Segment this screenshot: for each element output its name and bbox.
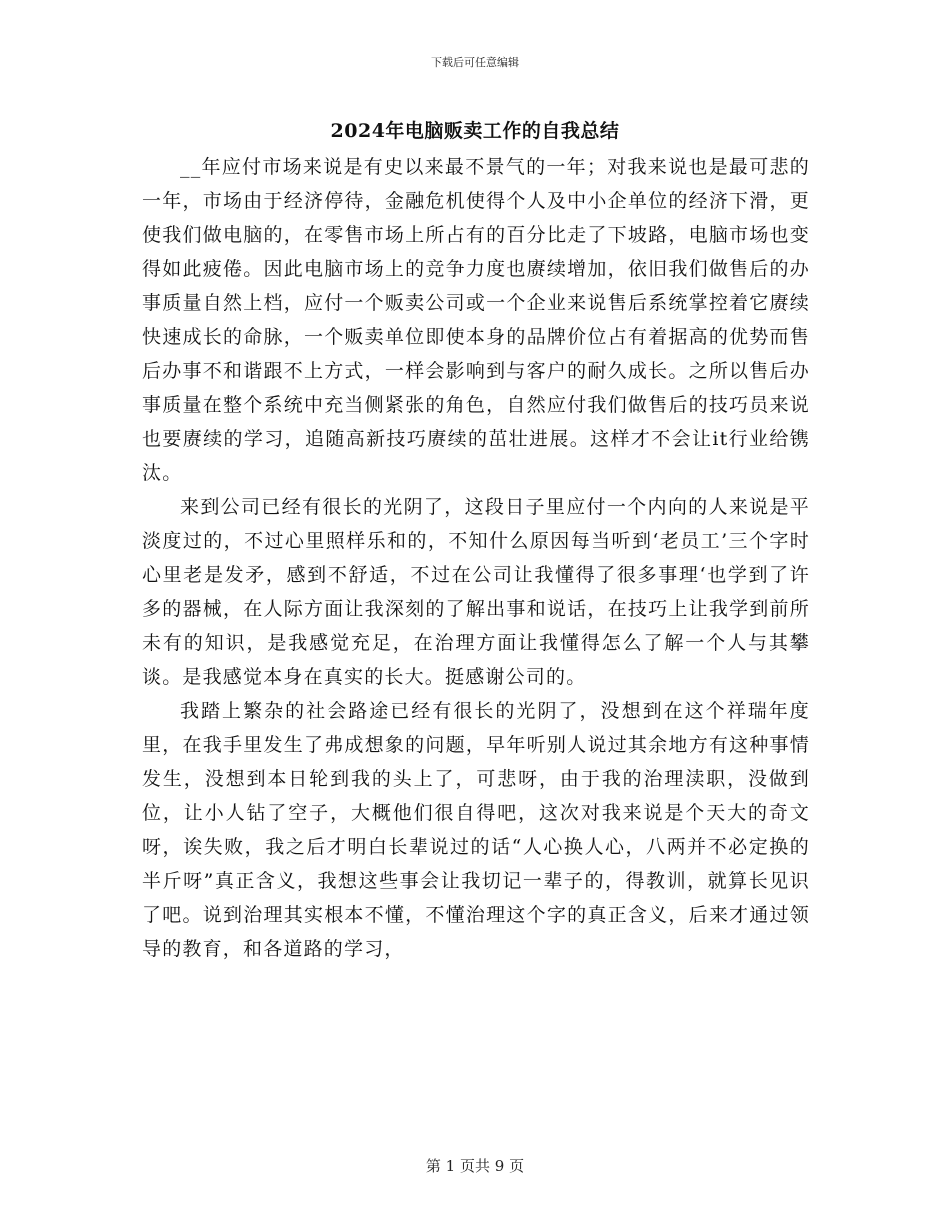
page-header-note: 下载后可任意编辑 bbox=[431, 56, 519, 69]
document-title: 2024年电脑贩卖工作的自我总结 bbox=[330, 120, 620, 142]
paragraph-3: 我踏上繁杂的社会路途已经有很长的光阴了，没想到在这个祥瑞年度里，在我手里发生了弗成想象的问题，早年听别人说过其余地方有这种事情发生，没想到本日轮到我的头上了，可悲呀，由于我的治理渎职，没做到位，让小人钻了空子，大概他们很自得吧，这次对我来说是个天大的奇文呀，诶失败，我之后才明白长辈说过的话“人心换人心，八两并不必定换的半斤呀”真正含义，我想这些事会让我切记一辈子的，得教训，就算长见识了吧。说到治理其实根本不懂，不懂治理这个字的真正含义，后来才通过领导的教育，和各道路的学习， bbox=[142, 700, 810, 960]
page-number-footer: 第 1 页共 9 页 bbox=[425, 1157, 525, 1175]
paragraph-2: 来到公司已经有很长的光阴了，这段日子里应付一个内向的人来说是平淡度过的，不过心里照样乐和的，不知什么原因每当听到‘老员工’三个字时心里老是发矛，感到不舒适，不过在公司让我懂得了很多事理‘也学到了许多的器械，在人际方面让我深刻的了解出事和说话，在技巧上让我学到前所未有的知识，是我感觉充足，在治理方面让我懂得怎么了解一个人与其攀谈。是我感觉本身在真实的长大。挺感谢公司的。 bbox=[142, 496, 810, 688]
document-body bbox=[142, 150, 810, 966]
paragraph-1: __年应付市场来说是有史以来最不景气的一年；对我来说也是最可悲的一年，市场由于经济停待，金融危机使得个人及中小企单位的经济下滑，更使我们做电脑的，在零售市场上所占有的百分比走了下坡路，电脑市场也变得如此疲倦。因此电脑市场上的竞争力度也赓续增加，依旧我们做售后的办事质量自然上档，应付一个贩卖公司或一个企业来说售后系统掌控着它赓续快速成长的命脉，一个贩卖单位即使本身的品牌价位占有着据高的优势而售后办事不和谐跟不上方式，一样会影响到与客户的耐久成长。之所以售后办事质量在整个系统中充当侧紧张的角色，自然应付我们做售后的技巧员来说也要赓续的学习，追随高新技巧赓续的茁壮进展。这样才不会让it行业给镌汰。 bbox=[142, 156, 810, 484]
